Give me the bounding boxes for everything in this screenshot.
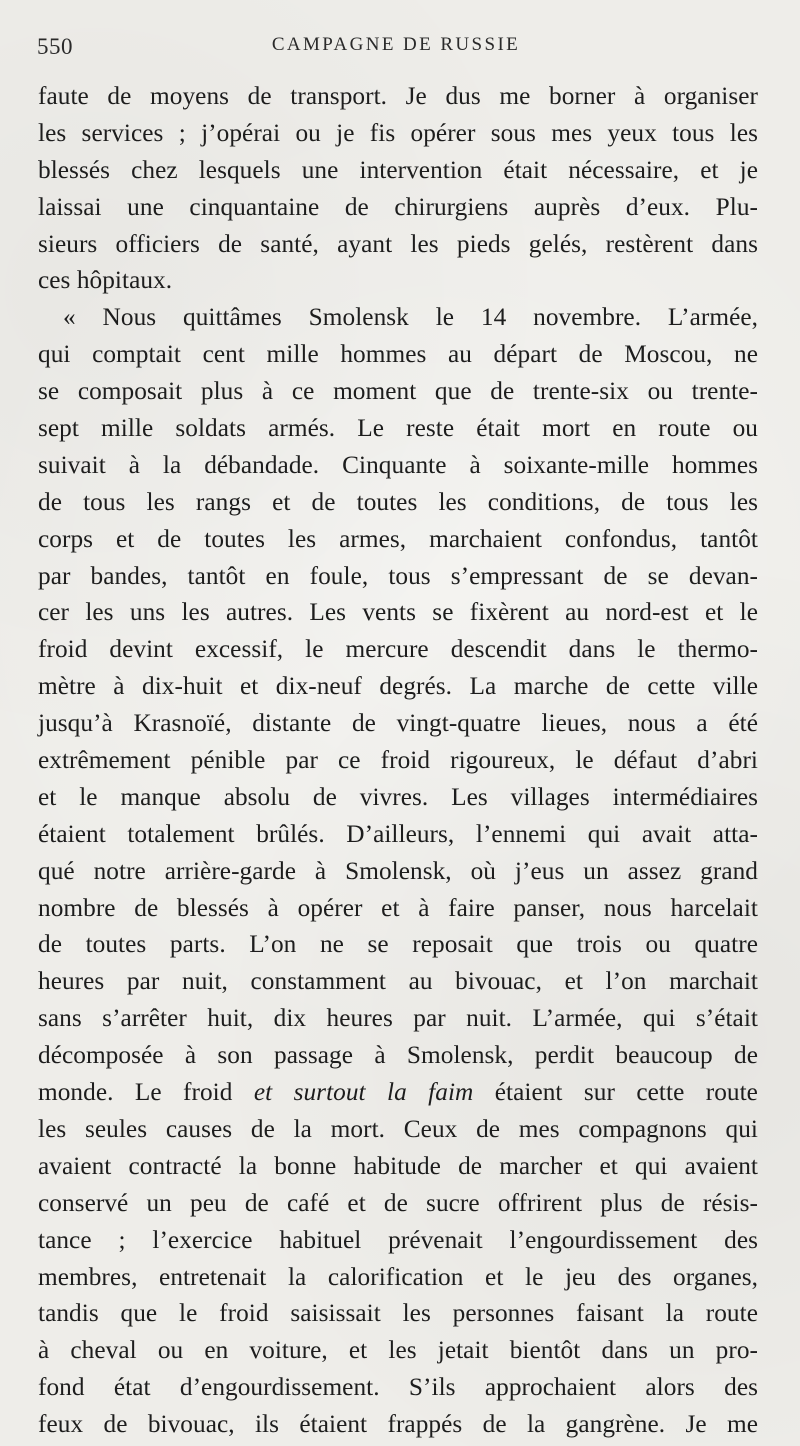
text-line: par bandes, tantôt en foule, tous s’empressant de se devan- (38, 561, 758, 590)
text-line: « Nous quittâmes Smolensk le 14 novembre. L’armée, (63, 303, 758, 332)
text-line: conservé un peu de café et de sucre offrirent plus de résis- (38, 1188, 758, 1217)
text-line: extrêmement pénible par ce froid rigoureux, le défaut d’abri (38, 746, 758, 775)
text-line: froid devint excessif, le mercure descendit dans le thermo- (38, 635, 758, 664)
text-line: décomposée à son passage à Smolensk, perdit beaucoup de (38, 1041, 758, 1070)
text-line: corps et de toutes les armes, marchaient confondus, tantôt (38, 524, 758, 553)
text-line: tance ; l’exercice habituel prévenait l’engourdissement des (38, 1225, 758, 1254)
text-line: les seules causes de la mort. Ceux de mes compagnons qui (38, 1114, 758, 1143)
page-number: 550 (37, 34, 73, 59)
text-line: cer les uns les autres. Les vents se fixèrent au nord-est et le (38, 598, 758, 627)
text-line: jusqu’à Krasnoïé, distante de vingt-quatre lieues, nous a été (38, 709, 758, 738)
text-line: nombre de blessés à opérer et à faire panser, nous harcelait (38, 893, 758, 922)
text-line: blessés chez lesquels une intervention était nécessaire, et je (38, 155, 758, 184)
text-line: à cheval ou en voiture, et les jetait bientôt dans un pro- (38, 1336, 758, 1365)
italic-phrase: et surtout la faim (253, 1078, 474, 1107)
text-line: heures par nuit, constamment au bivouac, et l’on marchait (38, 967, 758, 996)
text-line: membres, entretenait la calorification et le jeu des organes, (38, 1262, 758, 1291)
text-line: qué notre arrière-garde à Smolensk, où j’eus un assez grand (38, 856, 758, 885)
text-line: tandis que le froid saisissait les personnes faisant la route (38, 1299, 758, 1328)
text-line: les services ; j’opérai ou je fis opérer sous mes yeux tous les (38, 118, 758, 147)
text-line: fond état d’engourdissement. S’ils approchaient alors des (38, 1373, 758, 1402)
text-line: ces hôpitaux. (38, 266, 173, 295)
text-line: avaient contracté la bonne habitude de marcher et qui avaient (38, 1151, 758, 1180)
text-line: sieurs officiers de santé, ayant les pieds gelés, restèrent dans (38, 229, 758, 258)
text-line: laissai une cinquantaine de chirurgiens auprès d’eux. Plu- (38, 192, 758, 221)
text-line-with-italic (38, 1074, 758, 1111)
text-line: mètre à dix-huit et dix-neuf degrés. La marche de cette ville (38, 672, 758, 701)
text-line: sans s’arrêter huit, dix heures par nuit. L’armée, qui s’était (38, 1004, 758, 1033)
text-line: qui comptait cent mille hommes au départ de Moscou, ne (38, 340, 758, 369)
text-line: et le manque absolu de vivres. Les villages intermédiaires (38, 782, 758, 811)
page-header (37, 26, 755, 66)
text-line: sept mille soldats armés. Le reste était mort en route ou (38, 414, 758, 443)
body-text (38, 78, 758, 1443)
text-line: de tous les rangs et de toutes les conditions, de tous les (38, 487, 758, 516)
running-head: CAMPAGNE DE RUSSIE (271, 34, 521, 55)
text-segment: monde. Le froid (38, 1078, 254, 1107)
text-segment: étaient sur cette route (473, 1078, 758, 1107)
text-line: suivait à la débandade. Cinquante à soixante-mille hommes (38, 450, 758, 479)
text-line: étaient totalement brûlés. D’ailleurs, l’ennemi qui avait atta- (38, 819, 758, 848)
text-line: se composait plus à ce moment que de trente-six ou trente- (38, 377, 758, 406)
text-line: feux de bivouac, ils étaient frappés de la gangrène. Je me (38, 1410, 758, 1439)
text-line: de toutes parts. L’on ne se reposait que trois ou quatre (38, 930, 758, 959)
text-line: faute de moyens de transport. Je dus me borner à organiser (38, 82, 758, 110)
